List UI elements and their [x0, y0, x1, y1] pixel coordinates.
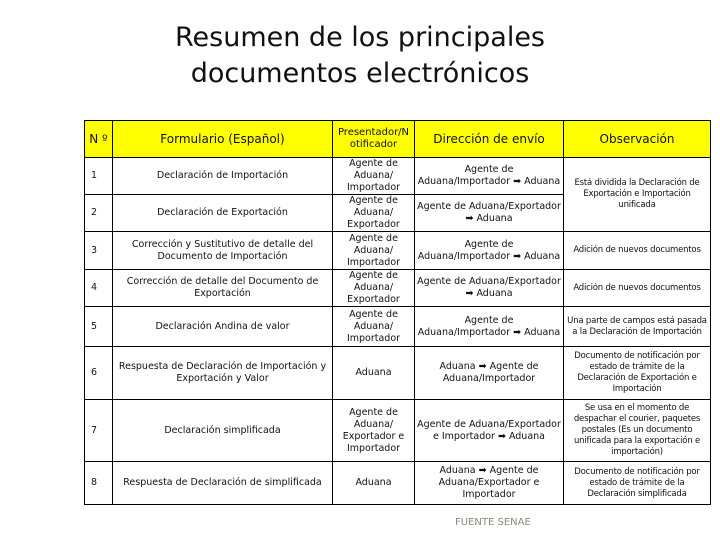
header-observation: Observación [564, 121, 711, 158]
table-row [85, 232, 711, 270]
cell-direction: Agente de Aduana/Exportador e Importador ➡ Aduana [415, 400, 564, 462]
header-direction: Dirección de envío [415, 121, 564, 158]
cell-observation: Una parte de campos está pasada a la Declaración de Importación [564, 307, 711, 347]
cell-direction: Aduana ➡ Agente de Aduana/Exportador e Importador [415, 462, 564, 505]
cell-presenter: Agente de Aduana/ Importador [333, 158, 415, 195]
title-line-1: Resumen de los principales [174, 22, 545, 53]
cell-observation: Adición de nuevos documentos [564, 270, 711, 307]
cell-form: Declaración de Importación [113, 158, 333, 195]
cell-num: 4 [85, 270, 113, 307]
table-row [85, 400, 711, 462]
cell-direction: Agente de Aduana/Exportador ➡ Aduana [415, 270, 564, 307]
cell-num: 7 [85, 400, 113, 462]
header-row [85, 121, 711, 158]
table-row [85, 270, 711, 307]
cell-presenter: Agente de Aduana/ Importador [333, 232, 415, 270]
cell-num: 3 [85, 232, 113, 270]
cell-direction: Agente de Aduana/Importador ➡ Aduana [415, 158, 564, 195]
cell-form: Corrección de detalle del Documento de Exportación [113, 270, 333, 307]
cell-observation: Adición de nuevos documentos [564, 232, 711, 270]
cell-presenter: Aduana [333, 462, 415, 505]
cell-form: Declaración Andina de valor [113, 307, 333, 347]
cell-form: Corrección y Sustitutivo de detalle del Documento de Importación [113, 232, 333, 270]
cell-presenter: Agente de Aduana/ Importador [333, 307, 415, 347]
cell-observation: Documento de notificación por estado de trámite de la Declaración de Exportación e Importación [564, 347, 711, 400]
documents-table [84, 120, 711, 505]
cell-num: 1 [85, 158, 113, 195]
source-note: FUENTE SENAE [455, 517, 531, 528]
cell-direction: Agente de Aduana/Exportador ➡ Aduana [415, 195, 564, 232]
cell-num: 2 [85, 195, 113, 232]
cell-direction: Agente de Aduana/Importador ➡ Aduana [415, 307, 564, 347]
cell-form: Declaración de Exportación [113, 195, 333, 232]
header-presenter: Presentador/Notificador [333, 121, 415, 158]
cell-direction: Agente de Aduana/Importador ➡ Aduana [415, 232, 564, 270]
cell-presenter: Agente de Aduana/ Exportador [333, 195, 415, 232]
cell-observation: Se usa en el momento de despachar el courier, paquetes postales (Es un documento unificada para la exportación e importación) [564, 400, 711, 462]
cell-presenter: Agente de Aduana/ Exportador e Importador [333, 400, 415, 462]
table-row [85, 347, 711, 400]
cell-presenter: Agente de Aduana/ Exportador [333, 270, 415, 307]
table-row [85, 462, 711, 505]
cell-num: 6 [85, 347, 113, 400]
cell-direction: Aduana ➡ Agente de Aduana/Importador [415, 347, 564, 400]
cell-presenter: Aduana [333, 347, 415, 400]
table-row [85, 307, 711, 347]
cell-num: 5 [85, 307, 113, 347]
header-num: N º [85, 121, 113, 158]
cell-form: Respuesta de Declaración de Importación y Exportación y Valor [113, 347, 333, 400]
cell-form: Declaración simplificada [113, 400, 333, 462]
cell-form: Respuesta de Declaración de simplificada [113, 462, 333, 505]
header-form: Formulario (Español) [113, 121, 333, 158]
page-title [0, 20, 720, 92]
table-row [85, 158, 711, 195]
cell-observation: Documento de notificación por estado de trámite de la Declaración simplificada [564, 462, 711, 505]
title-line-2: documentos electrónicos [190, 58, 530, 89]
cell-observation: Está dividida la Declaración de Exportación e Importación unificada [564, 158, 711, 232]
cell-num: 8 [85, 462, 113, 505]
